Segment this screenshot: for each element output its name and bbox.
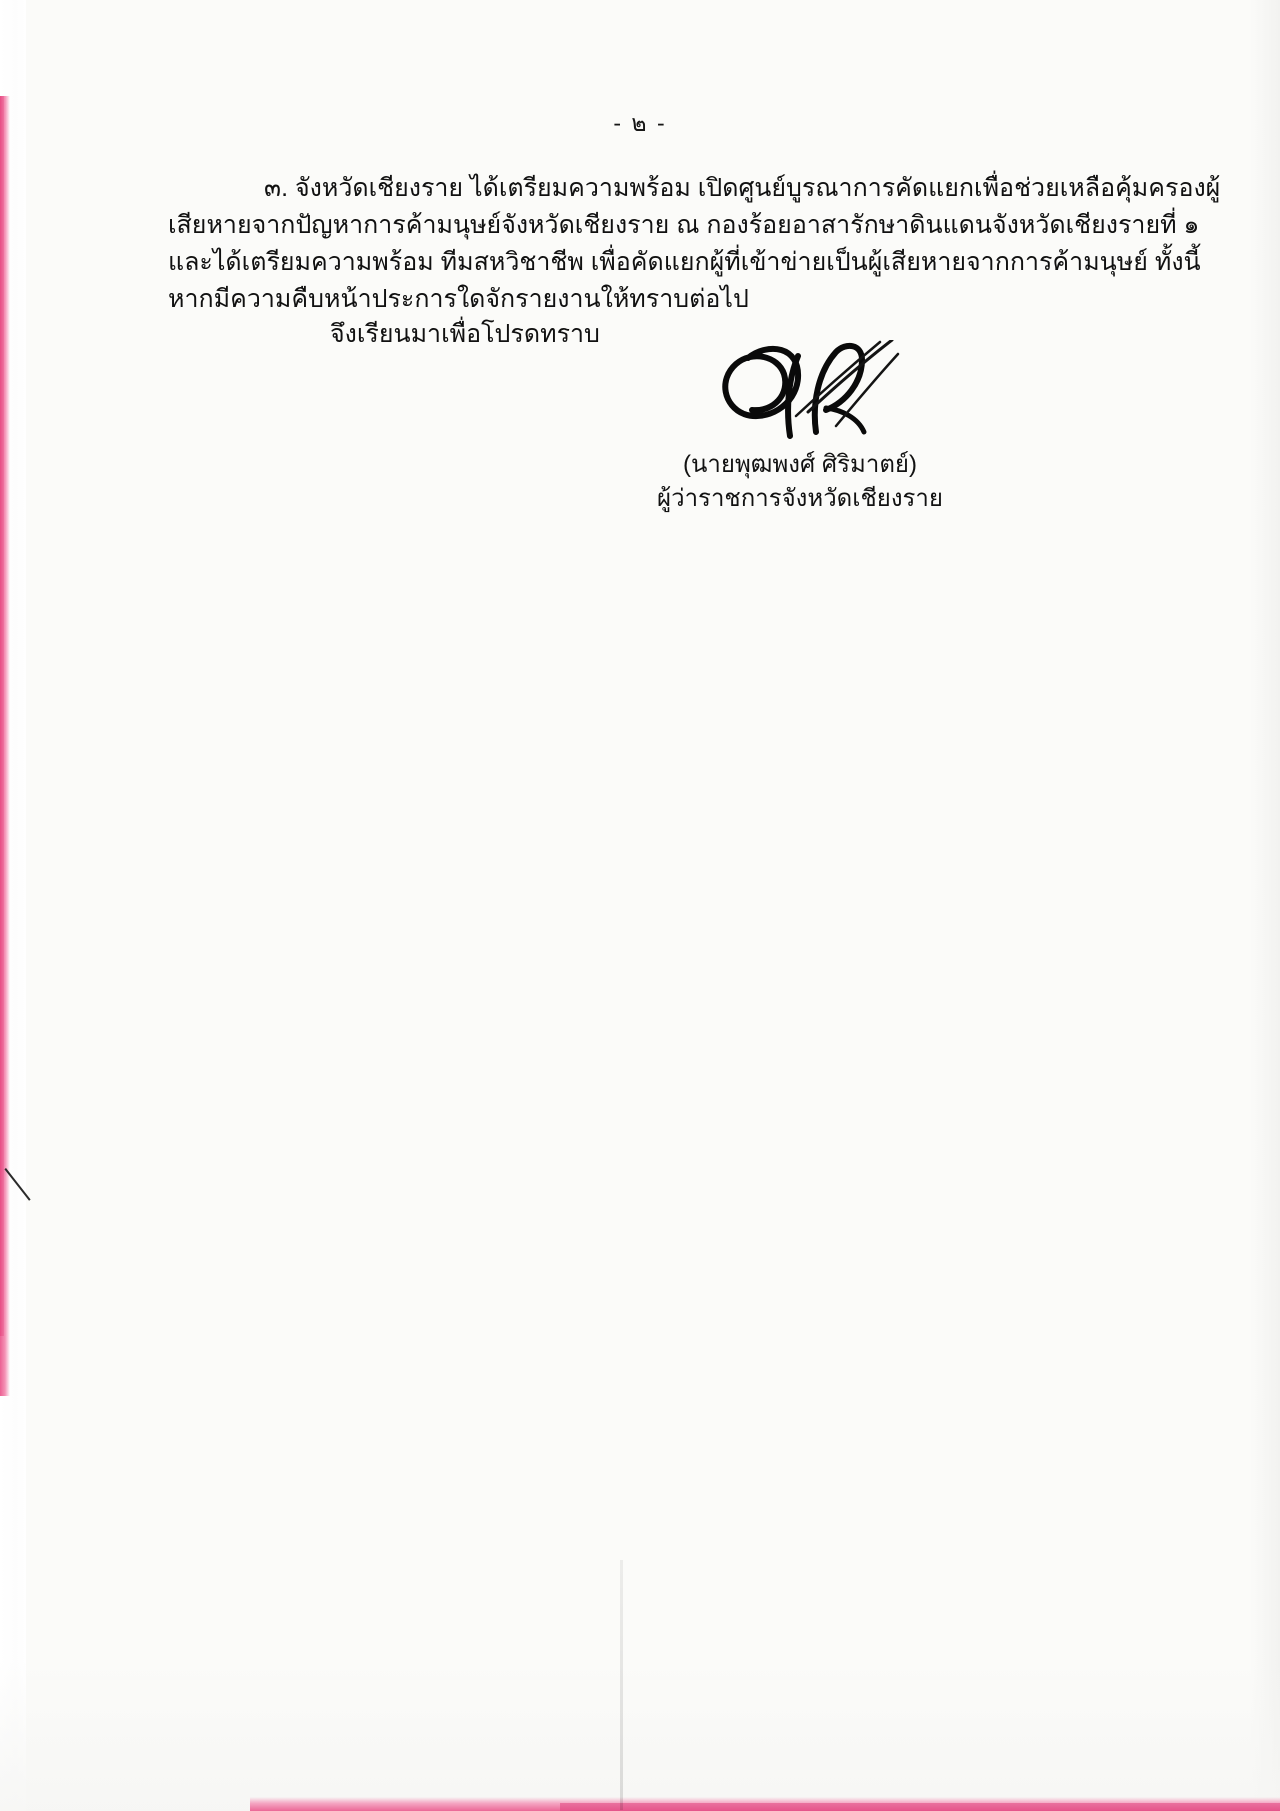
paper-fold-shadow (620, 1560, 623, 1810)
scan-corner-mark (6, 1168, 40, 1212)
pink-binder-edge-bottom-inner (560, 1803, 1280, 1811)
paragraph-3 (168, 170, 1228, 318)
signature-block (560, 448, 1040, 516)
page-number: - ๒ - (613, 110, 667, 136)
signer-name: (นายพุฒพงศ์ ศิริมาตย์) (683, 451, 917, 478)
signature-ink-icon (640, 340, 970, 460)
handwritten-signature (640, 340, 970, 460)
paragraph-3-text: ๓. จังหวัดเชียงราย ได้เตรียมความพร้อม เปิดศูนย์บูรณาการคัดแยกเพื่อช่วยเหลือคุ้มครองผู้เสียหายจากปัญหาการค้ามนุษย์จังหวัดเชียงราย ณ กองร้อยอาสารักษาดินแดนจังหวัดเชียงรายที่ ๑ และได้เตรียมความพร้อม ทีมสหวิชาชีพ เพื่อคัดแยกผู้ที่เข้าข่ายเป็นผู้เสียหายจากการค้ามนุษย์ ทั้งนี้ หากมีความคืบหน้าประการใดจักรายงานให้ทราบต่อไป (168, 174, 1221, 313)
closing-line: จึงเรียนมาเพื่อโปรดทราบ (330, 320, 600, 348)
signer-position: ผู้ว่าราชการจังหวัดเชียงราย (657, 485, 943, 512)
body-text (168, 170, 1228, 318)
scan-shading-bottom (0, 1661, 1280, 1811)
scan-shading-right (1250, 0, 1280, 1811)
